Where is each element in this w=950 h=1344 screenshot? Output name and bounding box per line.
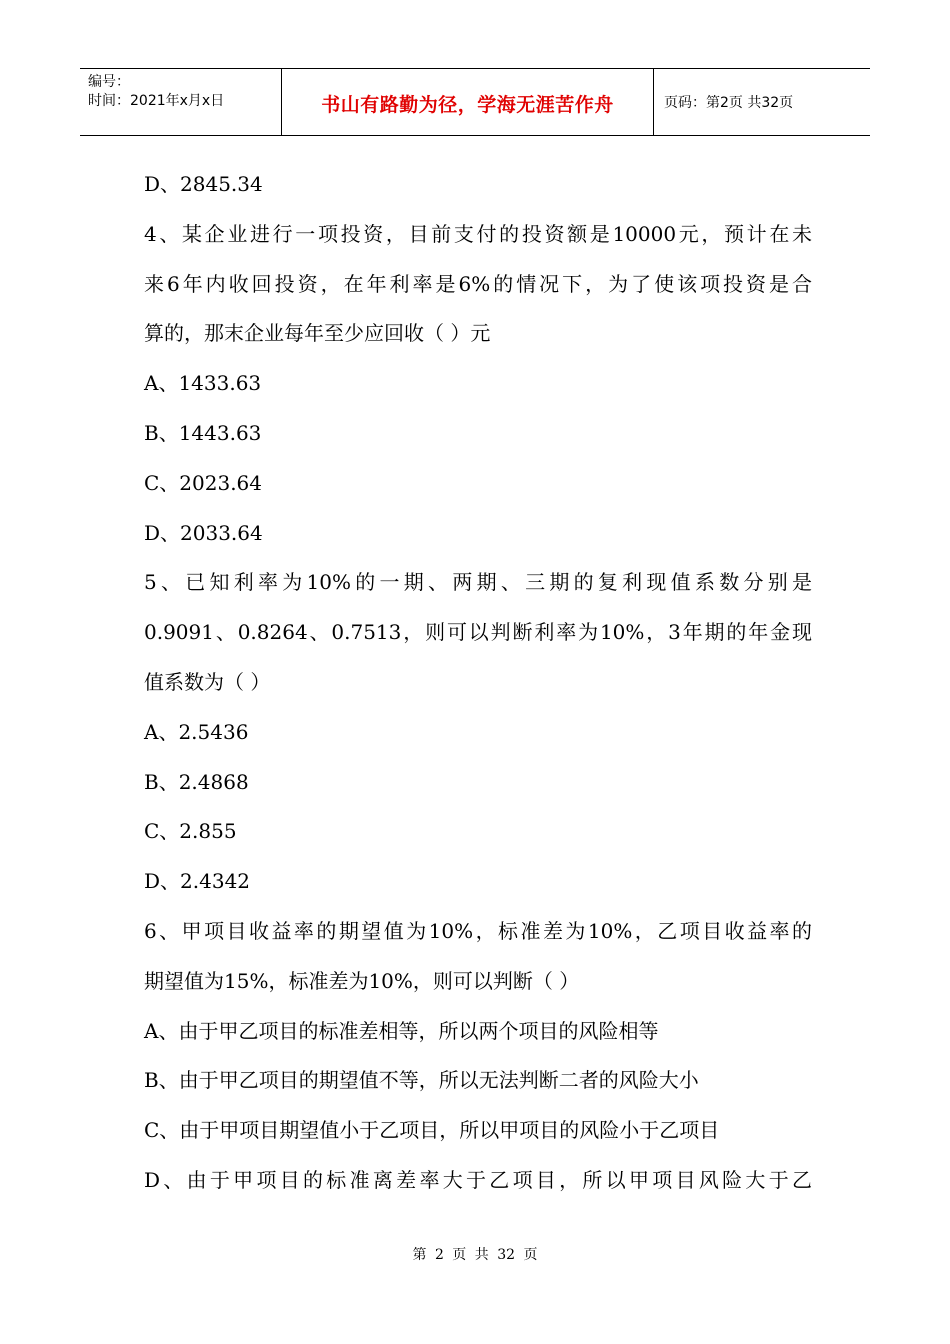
document-date: 时间：2021年x月x日 (88, 93, 225, 109)
option-line: A、1433.63 (144, 371, 262, 396)
page-footer: 第 2 页 共 32 页 (412, 1247, 538, 1263)
question-line: 算的，那末企业每年至少应回收（ ）元 (144, 321, 491, 346)
question-line: 来6年内收回投资，在年利率是6%的情况下，为了使该项投资是合 (144, 271, 812, 296)
question-line: 5、已知利率为10%的一期、两期、三期的复利现值系数分别是 (144, 570, 812, 595)
option-line: C、由于甲项目期望值小于乙项目，所以甲项目的风险小于乙项目 (144, 1118, 720, 1143)
header-motto: 书山有路勤为径，学海无涯苦作舟 (282, 69, 654, 135)
question-line: 值系数为（ ） (144, 669, 271, 694)
option-line: A、2.5436 (144, 719, 249, 744)
option-line: D、由于甲项目的标准离差率大于乙项目，所以甲项目风险大于乙 (144, 1167, 812, 1192)
header-page-info: 页码：第2页 共32页 (664, 95, 794, 111)
option-line: A、由于甲乙项目的标准差相等，所以两个项目的风险相等 (144, 1018, 659, 1043)
option-line: B、由于甲乙项目的期望值不等，所以无法判断二者的风险大小 (144, 1068, 699, 1093)
document-body (144, 160, 812, 1206)
option-line: B、2.4868 (144, 769, 249, 794)
document-number-label: 编号： (88, 74, 130, 90)
option-line: C、2.855 (144, 819, 237, 844)
option-line: B、1443.63 (144, 420, 262, 445)
option-line: C、2023.64 (144, 470, 263, 495)
question-line: 0.9091、0.8264、0.7513，则可以判断利率为10%，3年期的年金现 (144, 620, 812, 645)
header-meta (80, 69, 282, 135)
page-header (80, 68, 870, 136)
question-line: 期望值为15%，标准差为10%，则可以判断（ ） (144, 968, 580, 993)
option-line: D、2.4342 (144, 869, 251, 894)
option-line: D、2033.64 (144, 520, 263, 545)
option-line: D、2845.34 (144, 172, 263, 196)
question-line: 4、某企业进行一项投资，目前支付的投资额是10000元，预计在未 (144, 221, 812, 246)
question-line: 6、甲项目收益率的期望值为10%，标准差为10%，乙项目收益率的 (144, 918, 812, 943)
